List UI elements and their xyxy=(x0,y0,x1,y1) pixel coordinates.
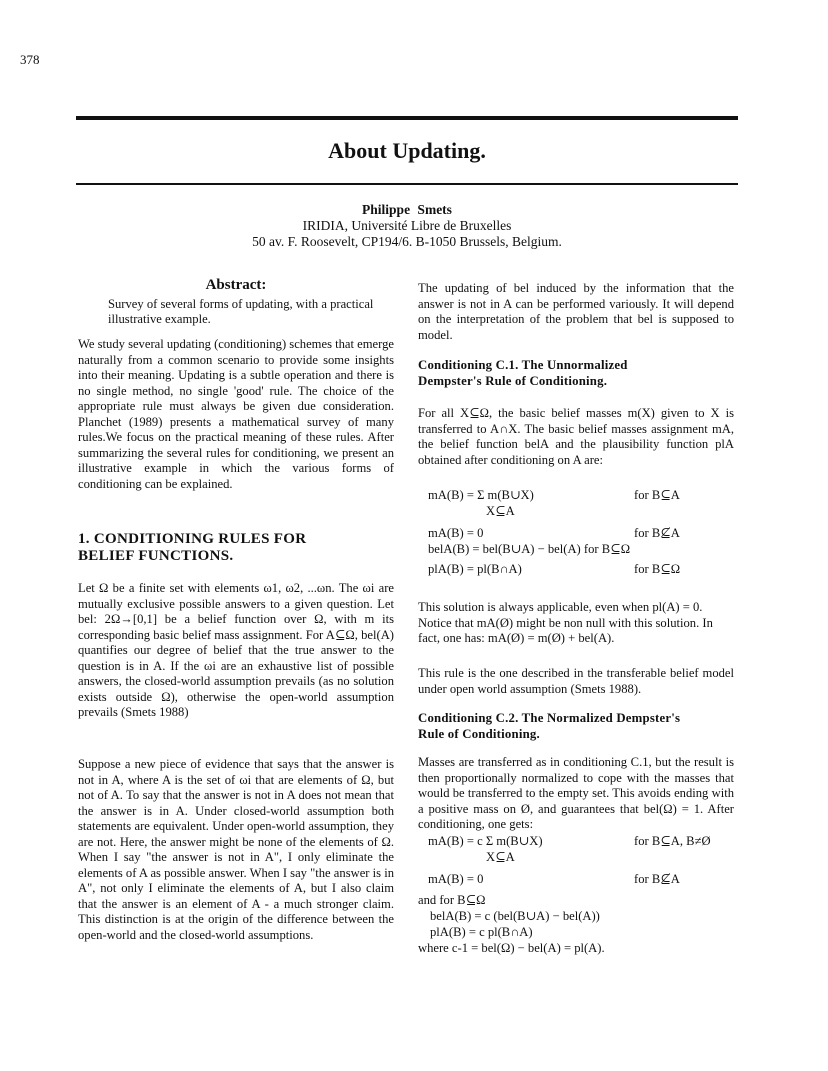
c2-eq1-expression: mA(B) = c Σ m(B∪X) xyxy=(428,834,543,848)
c2-heading-block xyxy=(418,711,734,742)
paper-title: About Updating. xyxy=(328,138,486,163)
section1-para2-block xyxy=(78,757,394,943)
left-column xyxy=(78,278,394,328)
section1-paragraph-1: Let Ω be a finite set with elements ω1, ω2, ...ωn. The ωi are mutually exclusive possible answers to a given question. Let bel: 2Ω→[0,1] be a belief function over Ω, with m its corresponding basic belief mass assignment. For A⊆Ω, bel(A) quantifies our degree of belief that the true answer to the question is in A. If the ωi are an exhaustive list of possible answers, the closed-world assumption prevails (as no solution exists outside Ω), otherwise the open-world assumption prevails (Smets 1988) xyxy=(78,581,394,719)
c2-equation-2 xyxy=(428,872,734,888)
c1-eq1-condition: for B⊆A xyxy=(634,488,680,502)
author-block xyxy=(76,202,738,250)
title-bottom-rule xyxy=(76,183,738,185)
abstract-summary: Survey of several forms of updating, with a practical illustrative example. xyxy=(108,296,374,326)
c1-note-2: This rule is the one described in the transferable belief model under open world assumption (Smets 1988). xyxy=(418,666,734,696)
right-top-block xyxy=(418,281,734,343)
c2-body-block xyxy=(418,755,734,833)
c2-eq1-condition: for B⊆A, B≠Ø xyxy=(634,834,711,848)
section1-para1-block xyxy=(78,581,394,721)
c2-paragraph: Masses are transferred as in conditioning C.1, but the result is then proportionally normalized to cope with the masses that would be transferred to the empty set. This avoids ending with a positive mass on Ø, and guarantees that bel(Ω) = 1. After conditioning, one gets: xyxy=(418,755,734,831)
c1-note1-block xyxy=(418,600,734,647)
c2-and-clause: and for B⊆Ω xyxy=(418,893,486,907)
c1-eq2-expression: mA(B) = 0 xyxy=(428,526,484,540)
page-number: 378 xyxy=(20,52,40,67)
c2-eq1-sum-index: X⊆A xyxy=(486,850,515,864)
c2-equation-3: belA(B) = c (bel(B∪A) − bel(A)) xyxy=(430,909,600,923)
c2-heading-line2: Rule of Conditioning. xyxy=(418,726,540,741)
c1-note-1: This solution is always applicable, even when pl(A) = 0. Notice that mA(Ø) might be non null with this solution. In fact, one has: mA(Ø) = m(Ø) + bel(A). xyxy=(418,600,713,645)
c1-eq1-expression: mA(B) = Σ m(B∪X) xyxy=(428,488,534,502)
c1-heading-block xyxy=(418,358,734,389)
c2-equation-4: plA(B) = c pl(B∩A) xyxy=(430,925,533,939)
c2-tail-block xyxy=(418,893,734,957)
c1-eq2-condition: for B⊈A xyxy=(634,526,680,540)
section1-heading-line2: BELIEF FUNCTIONS. xyxy=(78,548,234,564)
c2-eq2-expression: mA(B) = 0 xyxy=(428,872,484,886)
c2-heading-line1: Conditioning C.2. The Normalized Dempster's xyxy=(418,711,681,725)
right-paragraph-top: The updating of bel induced by the information that the answer is not in A can be performed variously. It will depend on the interpretation of the problem that bel is supposed to model. xyxy=(418,281,734,342)
abstract-heading: Abstract: xyxy=(205,277,267,293)
c1-paragraph: For all X⊆Ω, the basic belief masses m(X) given to X is transferred to A∩X. The basic belief masses assignment mA, the belief function belA and the plausibility function plA obtained after conditioning on A are: xyxy=(418,406,734,467)
c1-equation-3 xyxy=(428,542,734,558)
c1-eq3-expression: belA(B) = bel(B∪A) − bel(A) for B⊆Ω xyxy=(428,542,631,556)
author-address: 50 av. F. Roosevelt, CP194/6. B-1050 Brussels, Belgium. xyxy=(252,234,562,249)
top-rule xyxy=(76,116,738,120)
section1-heading-block xyxy=(78,531,394,565)
c2-where-clause: where c-1 = bel(Ω) − bel(A) = pl(A). xyxy=(418,941,605,955)
section1-heading-line1: 1. CONDITIONING RULES FOR xyxy=(78,531,307,547)
c2-eq2-condition: for B⊈A xyxy=(634,872,680,886)
c1-equation-1 xyxy=(428,488,734,504)
c1-note2-block xyxy=(418,666,734,697)
c1-equations xyxy=(418,488,734,578)
c1-eq1-sum-index: X⊆A xyxy=(486,504,515,518)
c1-equation-4 xyxy=(428,562,734,578)
c2-equations xyxy=(418,834,734,888)
c1-equation-2 xyxy=(428,526,734,542)
intro-paragraph: We study several updating (conditioning) schemes that emerge naturally from a common scenario to provide some insights into their meaning. Updating is a subtle operation and there is no single method, no single 'good' rule. The choice of the appropriate rule must always be given due consideration. Planchet (1989) presents a mathematical survey of many rules.We focus on the practical meaning of these rules. After summarizing the several rules for conditioning, we present an illustrative example in which the various forms of conditioning can be explained. xyxy=(78,337,394,491)
c1-body-block xyxy=(418,406,734,468)
c1-heading-line1: Conditioning C.1. The Unnormalized xyxy=(418,358,628,372)
c1-eq4-condition: for B⊆Ω xyxy=(634,562,681,576)
author-affiliation: IRIDIA, Université Libre de Bruxelles xyxy=(302,218,512,233)
section1-paragraph-2: Suppose a new piece of evidence that says that the answer is not in A, where A is the set of ωi that are elements of Ω, but not of A. To say that the answer is not in A does not mean that the answer is in A. Under closed-world assumption both statements are equivalent. Under open-world assumption, they are not. Here, the answer might be none of the elements of Ω. When I say "the answer is not in A", I only eliminate the elements of A as possible answer. When I say "the answer is in A", not only I eliminate the elements of A, but I also claim that the answer is an element of A - a much stronger claim. This distinction is at the origin of the difference between the open-world and the closed-world assumptions. xyxy=(78,757,394,942)
author-name: Philippe Smets xyxy=(362,202,452,217)
c2-equation-1 xyxy=(428,834,734,850)
c1-eq4-expression: plA(B) = pl(B∩A) xyxy=(428,562,522,576)
c1-heading-line2: Dempster's Rule of Conditioning. xyxy=(418,373,608,388)
intro-block xyxy=(78,337,394,492)
